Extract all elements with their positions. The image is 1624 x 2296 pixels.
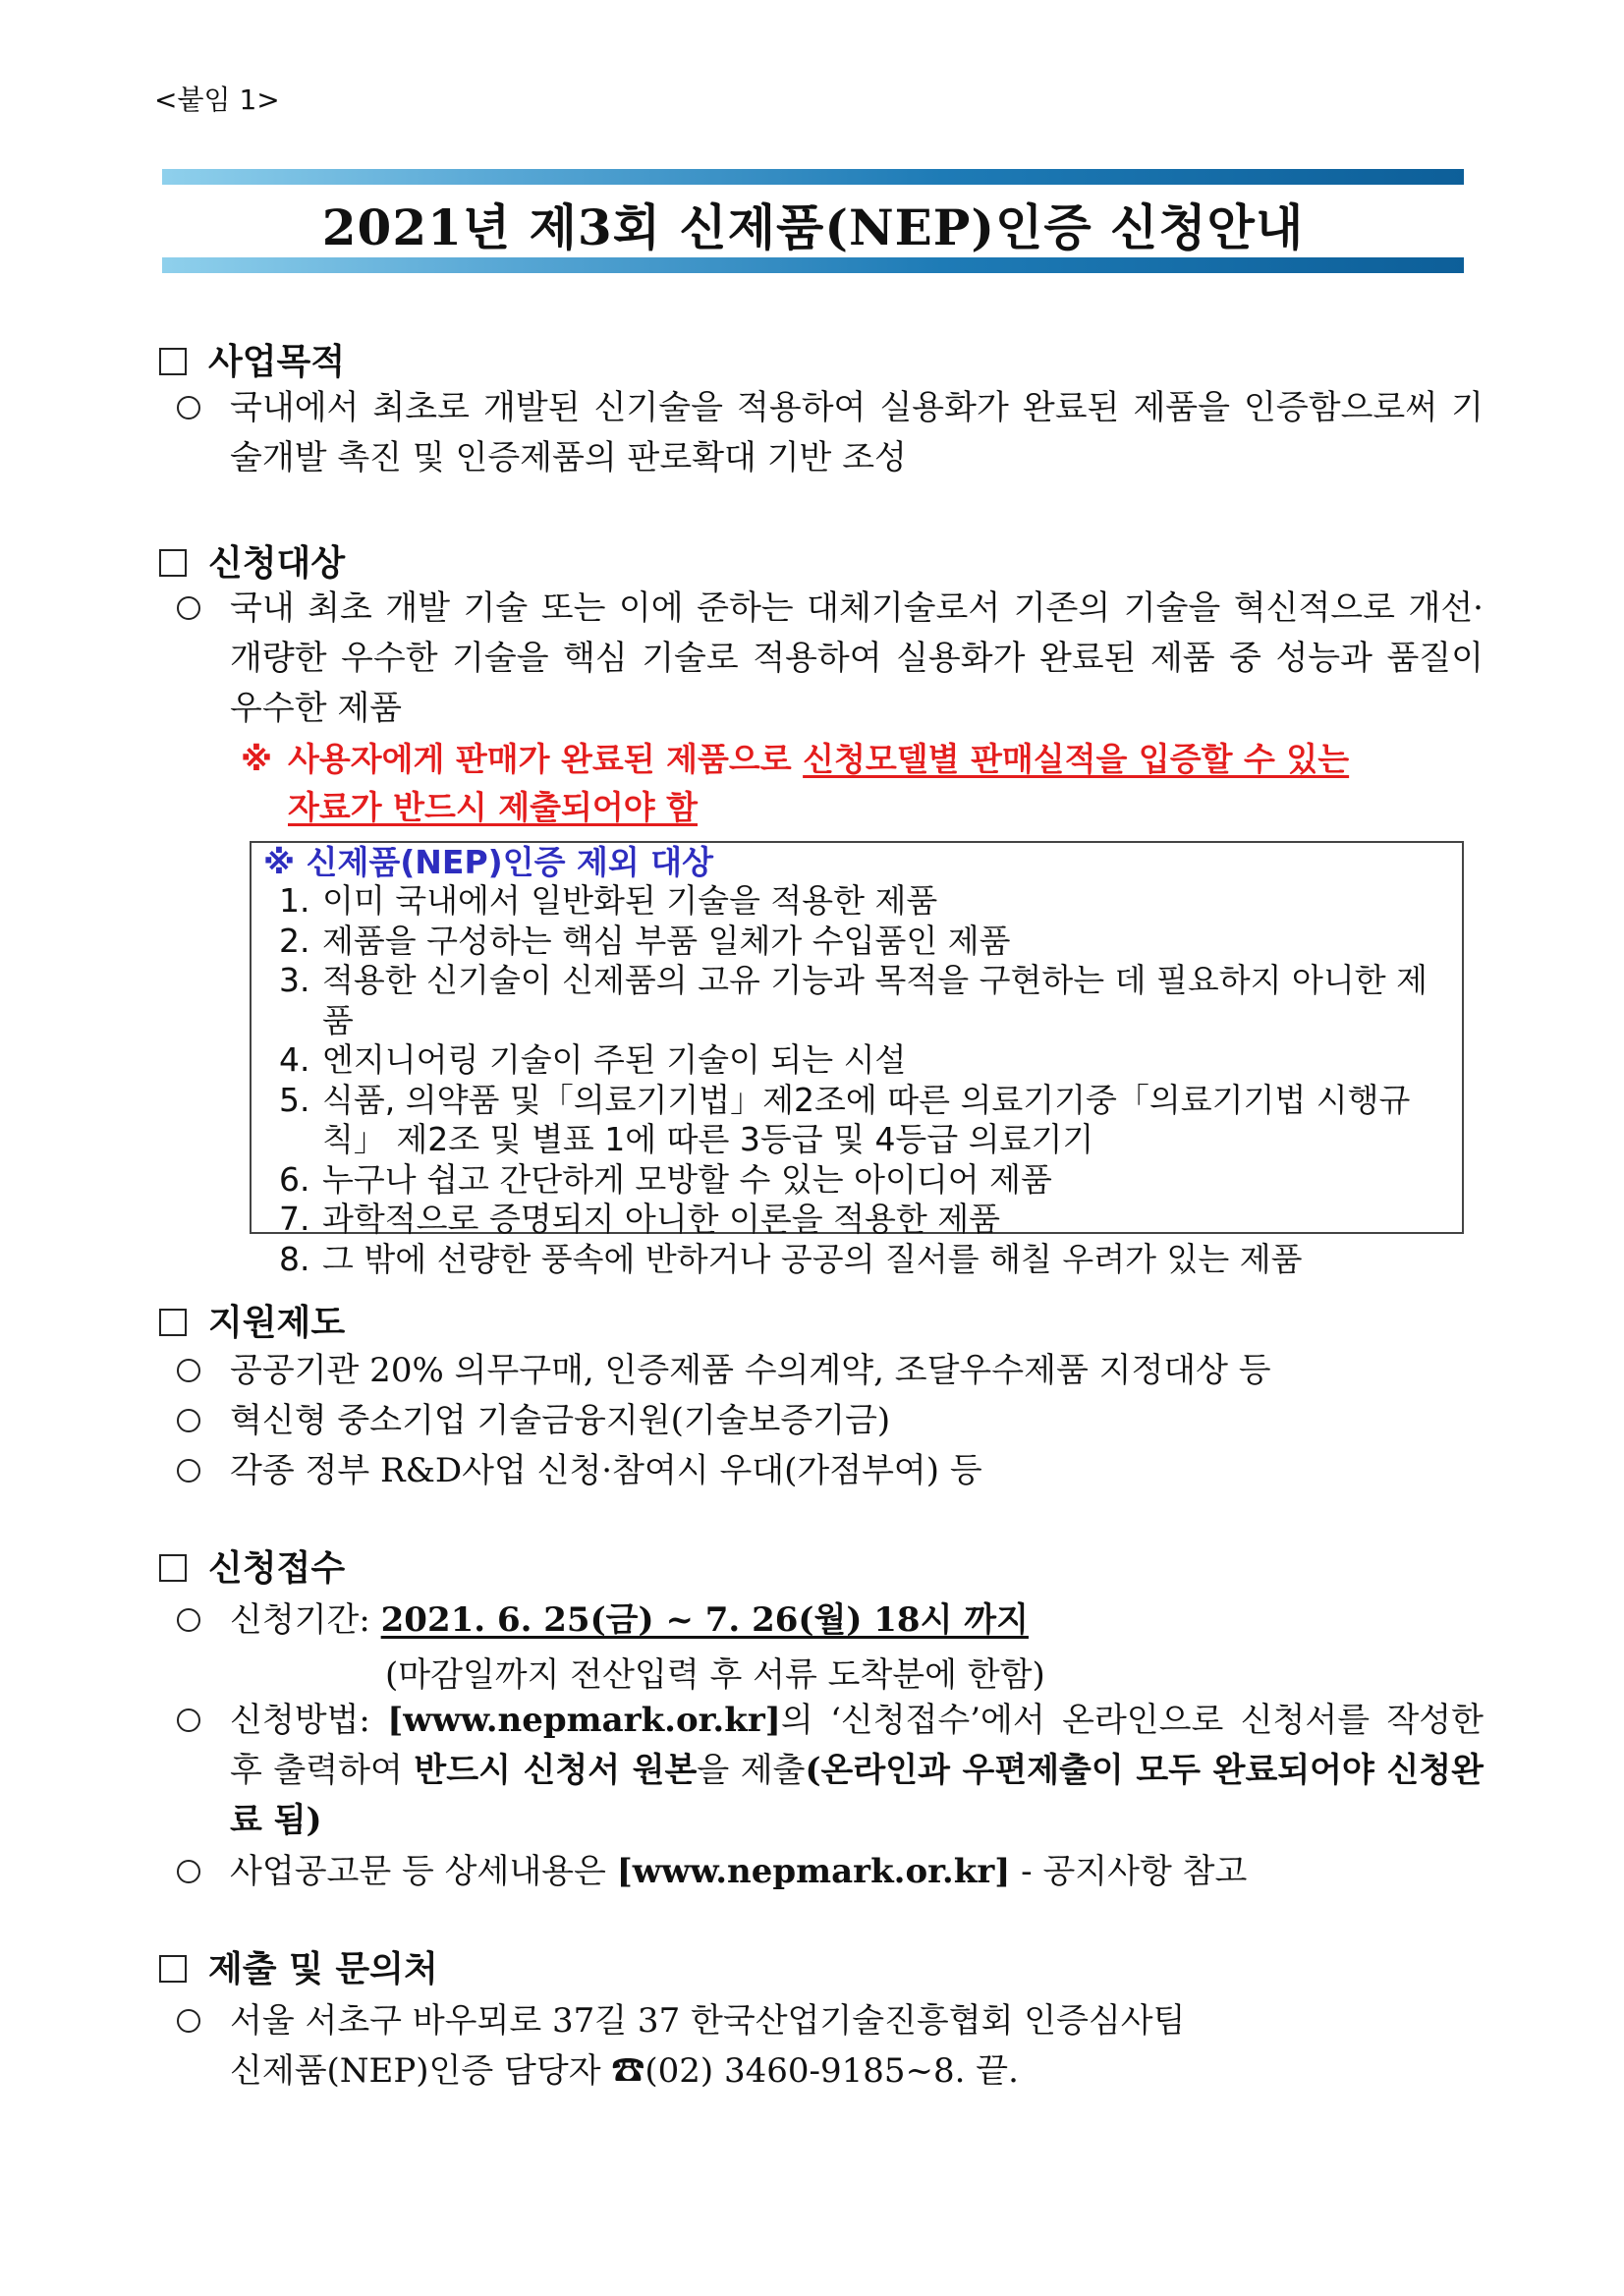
section-contact-heading: 제출 및 문의처: [159, 1941, 438, 1991]
exclusion-item: 7. 과학적으로 증명되지 아니한 이론을 적용한 제품: [279, 1200, 1001, 1238]
circle-bullet-icon: [177, 1409, 200, 1432]
page-title: 2021년 제3회 신제품(NEP)인증 신청안내: [321, 198, 1305, 256]
circle-bullet-icon: [177, 1359, 200, 1382]
attachment-label: <붙임 1>: [154, 84, 280, 116]
checkbox-square-icon: [159, 549, 187, 577]
support-item: 공공기관 20% 의무구매, 인증제품 수의계약, 조달우수제품 지정대상 등: [177, 1346, 1484, 1396]
circle-bullet-icon: [177, 396, 200, 420]
exclusion-box: [250, 841, 1464, 1278]
checkbox-square-icon: [159, 1955, 187, 1983]
circle-bullet-icon: [177, 596, 200, 620]
application-method: 신청방법: [www.nepmark.or.kr]의 ‘신청접수’에서 온라인으로 신청서를 작성한 후 출력하여 반드시 신청서 원본을 제출(온라인과 우편제출이 모두 완료되어야 신청완료 됨): [177, 1696, 1484, 1846]
checkbox-square-icon: [159, 1309, 187, 1336]
circle-bullet-icon: [177, 2009, 200, 2033]
support-item: 혁신형 중소기업 기술금융지원(기술보증기금): [177, 1396, 1484, 1446]
application-period-note: (마감일까지 전산입력 후 서류 도착분에 한함): [385, 1655, 1045, 1695]
exclusion-item: 6. 누구나 쉽고 간단하게 모방할 수 있는 아이디어 제품: [279, 1159, 1052, 1199]
title-bar-top: [162, 169, 1464, 185]
circle-bullet-icon: [177, 1860, 200, 1883]
checkbox-square-icon: [159, 1554, 187, 1582]
exclusion-item: 2. 제품을 구성하는 핵심 부품 일체가 수입품인 제품: [279, 921, 1011, 960]
exclusion-item: 8. 그 밖에 선량한 풍속에 반하거나 공공의 질서를 해칠 우려가 있는 제품: [279, 1239, 1303, 1278]
exclusion-list: [279, 881, 1448, 1279]
target-warning: ※ 사용자에게 판매가 완료된 제품으로 신청모델별 판매실적을 입증할 수 있는 자료가 반드시 제출되어야 함: [241, 740, 1350, 826]
exclusion-item: 1. 이미 국내에서 일반화된 기술을 적용한 제품: [279, 881, 938, 920]
circle-bullet-icon: [177, 1459, 200, 1483]
exclusion-item: 4. 엔지니어링 기술이 주된 기술이 되는 시설: [279, 1040, 907, 1079]
exclusion-item: 5. 식품, 의약품 및「의료기기법」제2조에 따른 의료기기중「의료기기법 시행규칙」 제2조 및 별표 1에 따른 3등급 및 4등급 의료기기: [279, 1080, 1411, 1158]
purpose-item: 국내에서 최초로 개발된 신기술을 적용하여 실용화가 완료된 제품을 인증함으로써 기술개발 촉진 및 인증제품의 판로확대 기반 조성: [177, 383, 1484, 483]
support-item: 각종 정부 R&D사업 신청·참여시 우대(가점부여) 등: [177, 1446, 1484, 1496]
section-support-heading: 지원제도: [159, 1295, 345, 1345]
section-application-heading: 신청접수: [159, 1540, 345, 1591]
circle-bullet-icon: [177, 1608, 200, 1632]
target-item: 국내 최초 개발 기술 또는 이에 준하는 대체기술로서 기존의 기술을 혁신적으로 개선·개량한 우수한 기술을 핵심 기술로 적용하여 실용화가 완료된 제품 중 성능과 품질이 우수한 제품: [177, 584, 1484, 734]
title-bar-bottom: [162, 257, 1464, 273]
contact-item: 서울 서초구 바우뫼로 37길 37 한국산업기술진흥협회 인증심사팀 신제품(NEP)인증 담당자 ☎(02) 3460-9185~8. 끝.: [177, 1996, 1484, 2097]
circle-bullet-icon: [177, 1708, 200, 1732]
exclusion-heading: ※ 신제품(NEP)인증 제외 대상: [263, 843, 713, 881]
application-notice: 사업공고문 등 상세내용은 [www.nepmark.or.kr] - 공지사항 참고: [177, 1847, 1484, 1897]
section-purpose-heading: 사업목적: [159, 334, 345, 384]
application-period: 신청기간: 2021. 6. 25(금) ~ 7. 26(월) 18시 까지: [177, 1596, 1484, 1646]
exclusion-item: 3. 적용한 신기술이 신제품의 고유 기능과 목적을 구현하는 데 필요하지 아니한 제품: [279, 961, 1428, 1039]
section-target-heading: 신청대상: [159, 535, 345, 586]
checkbox-square-icon: [159, 348, 187, 375]
